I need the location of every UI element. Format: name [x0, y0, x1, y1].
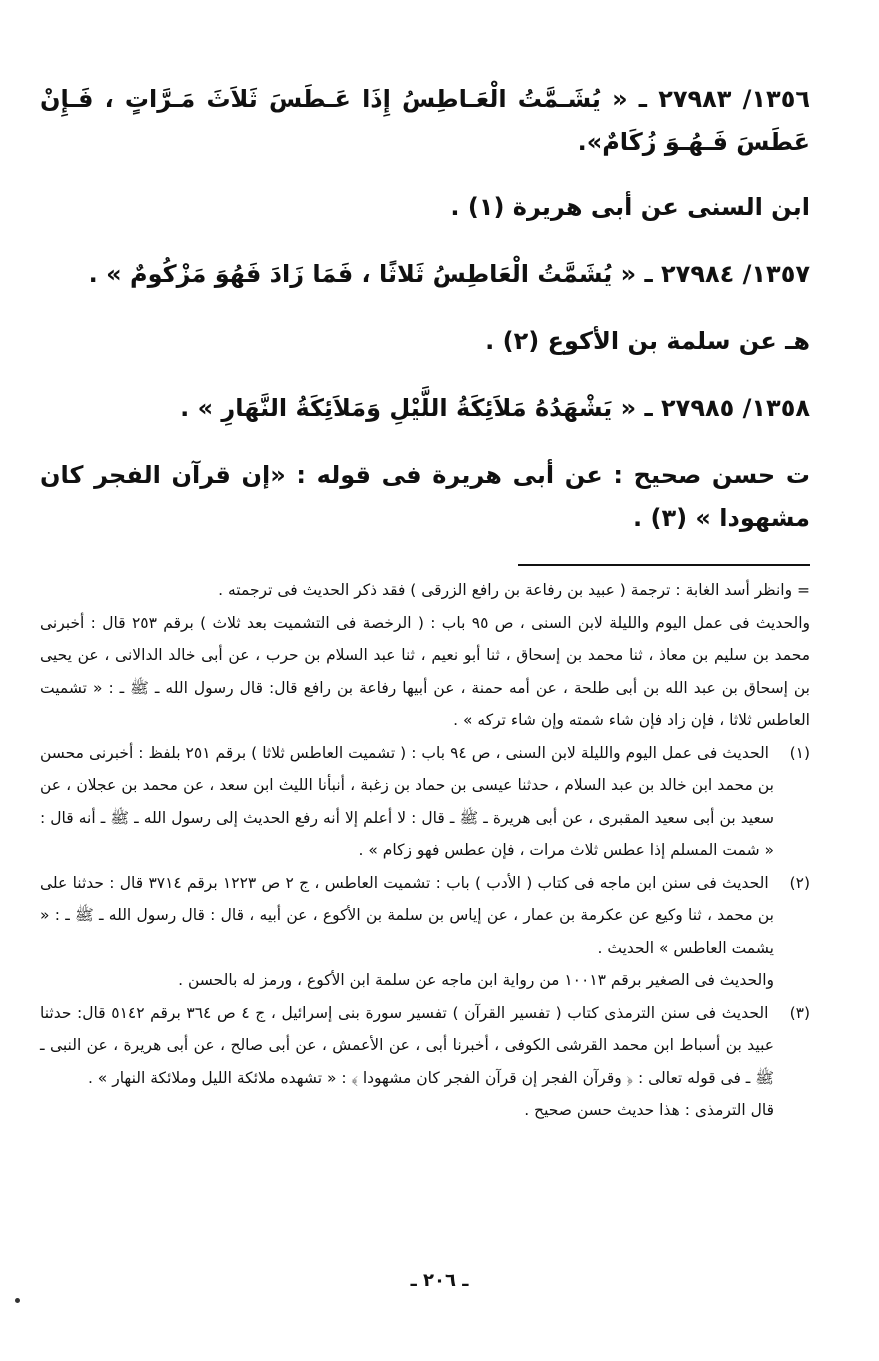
footnote-text: والحديث فى الصغير برقم ١٠٠١٣ من رواية ابن ماجه عن سلمة ابن الأكوع ، ورمز له بالحسن .	[178, 971, 774, 989]
margin-dot	[15, 1298, 20, 1303]
source-line-1: ابن السنى عن أبى هريرة (١) .	[450, 193, 810, 221]
hadith-1357: ١٣٥٧/ ٢٧٩٨٤ ـ « يُشَمَّتُ الْعَاطِسُ ثَلاثًا ، فَمَا زَادَ فَهُوَ مَزْكُومٌ » .	[88, 260, 810, 288]
footnote-2-addendum	[40, 964, 810, 997]
hadith-1356: ١٣٥٦/ ٢٧٩٨٣ ـ « يُشَـمَّتُ الْعَـاطِسُ إِذَا عَـطَسَ ثَلاَثَ مَـرَّاتٍ ، فَـإِنْ عَطَسَ فَـهُـوَ زُكَامٌ».	[40, 85, 810, 156]
page-body	[40, 78, 810, 1127]
footnotes	[40, 574, 810, 1127]
footnote-text: والحديث فى عمل اليوم والليلة لابن السنى ، ص ٩٥ باب : ( الرخصة فى التشميت بعد ثلاث ) برقم ٢٥٣ قال : أخبرنى محمد بن سليم بن معاذ ، ثنا محمد بن إسحاق ، ثنا أبو نعيم ، ثنا عبد السلام بن حرب ، عن أبى خالد الدالانى ، عن يحيى بن إسحاق بن عبد الله بن أبى طلحة ، عن أمه حمنة ، عن أبيها رفاعة بن رافع قال: قال رسول الله ـ ﷺ ـ : « تشميت العاطس ثلاثا ، فإن زاد فإن شاء شمته وإن شاء تركه » .	[40, 613, 811, 729]
footnote-3	[40, 997, 810, 1095]
footnote-text: الحديث فى سنن ابن ماجه فى كتاب ( الأدب ) باب : تشميت العاطس ، ج ٢ ص ١٢٢٣ برقم ٣٧١٤ قال : حدثنا على بن محمد ، ثنا وكيع عن عكرمة بن عمار ، عن إياس بن سلمة بن الأكوع ، عن أبيه ، قال : قال رسول الله ـ ﷺ ـ : « يشمت العاطس » الحديث .	[40, 873, 774, 957]
footnote-continuation	[40, 574, 810, 607]
footnote-3-addendum	[40, 1094, 810, 1127]
footnote-divider	[518, 564, 810, 566]
footnote-text: قال الترمذى : هذا حديث حسن صحيح .	[524, 1101, 774, 1119]
footnote-number: (١)	[789, 743, 811, 762]
footnote-number: (٣)	[789, 1003, 811, 1022]
footnote-number: (٢)	[789, 873, 810, 892]
footnote-continuation-2	[40, 607, 810, 737]
source-line-2: هـ عن سلمة بن الأكوع (٢) .	[485, 327, 810, 355]
main-text	[40, 78, 810, 540]
footnote-1	[40, 737, 810, 867]
footnote-text: = وانظر أسد الغابة : ترجمة ( عبيد بن رفاعة بن رافع الزرقى ) فقد ذكر الحديث فى ترجمته .	[218, 581, 810, 599]
footnote-text: الحديث فى سنن الترمذى كتاب ( تفسير القرآن ) تفسير سورة بنى إسرائيل ، ج ٤ ص ٣٦٤ برقم ٥١٤٢ قال: حدثنا عبيد بن أسباط ابن محمد القرشى الكوفى ، أخبرنا أبى ، عن الأعمش ، عن أبى صالح ، عن أبى هريرة ، عن النبى ـ ﷺ ـ فى قوله تعالى : ﴿ وقرآن الفجر إن قرآن الفجر كان مشهودا ﴾ : « تشهده ملائكة الليل وملائكة النهار » .	[40, 1003, 774, 1087]
hadith-1358: ١٣٥٨/ ٢٧٩٨٥ ـ « يَشْهَدُهُ مَلاَئِكَةُ اللَّيْلِ وَمَلاَئِكَةُ النَّهَارِ » .	[180, 394, 810, 422]
footnote-2	[40, 867, 810, 965]
source-line-3: ت حسن صحيح : عن أبى هريرة فى قوله : «إن قرآن الفجر كان مشهودا » (٣) .	[40, 461, 810, 532]
footnote-text: الحديث فى عمل اليوم والليلة لابن السنى ، ص ٩٤ باب : ( تشميت العاطس ثلاثا ) برقم ٢٥١ بلفظ : أخبرنى محسن بن محمد ابن خالد بن عبد السلام ، حدثنا عيسى بن حماد بن زغبة ، أنبأنا الليث ابن سعد ، عن محمد بن عجلان ، عن سعيد بن أبى سعيد المقبرى ، عن أبى هريرة ـ ﷺ ـ قال : لا أعلم إلا أنه رفع الحديث إلى رسول الله ـ ﷺ ـ أنه قال : « شمت المسلم إذا عطس ثلاث مرات ، فإن عطس فهو زكام » .	[40, 743, 774, 859]
page-number: ـ ٢٠٦ ـ	[410, 1270, 469, 1291]
